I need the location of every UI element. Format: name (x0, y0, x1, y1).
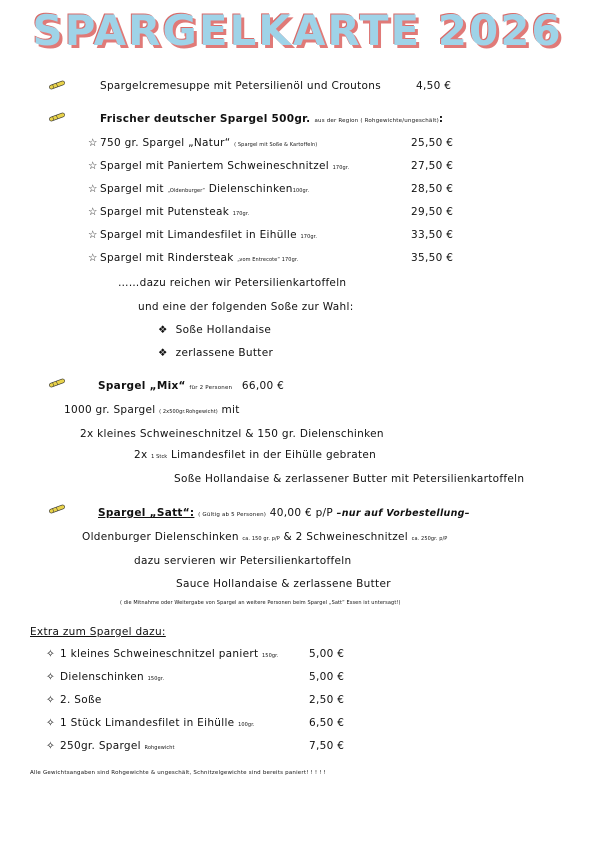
satt-line-3: Sauce Hollandaise & zerlassene Butter (176, 578, 391, 590)
footer-note: Alle Gewichtsangaben sind Rohgewichte & ungeschält, Schnitzelgewichte sind bereits paniert! ! ! ! ! (30, 770, 327, 776)
star-icon: ☆ (88, 183, 98, 195)
extra-item: ✧ 250gr. Spargel Rohgewicht (46, 740, 175, 752)
extra-item-price: 2,50 € (309, 694, 345, 706)
satt-line-1: Oldenburger Dielenschinken ca. 150 gr. p/P & 2 Schweineschnitzel ca. 250gr. p/P (82, 531, 448, 543)
sparkle-icon: ✧ (46, 717, 56, 729)
sparkle-icon: ✧ (46, 694, 56, 706)
fresh-item-price: 29,50 € (411, 206, 454, 218)
extra-item: ✧ Dielenschinken 150gr. (46, 671, 165, 683)
star-icon: ☆ (88, 137, 98, 149)
fresh-item-price: 27,50 € (411, 160, 454, 172)
fresh-item-price: 35,50 € (411, 252, 454, 264)
extra-item: ✧ 2. Soße (46, 694, 102, 706)
satt-heading: Spargel „Satt“: ( Gültig ab 5 Personen) 40,00 € p/P –nur auf Vorbestellung– (98, 507, 470, 519)
side-line-1: ……dazu reichen wir Petersilienkartoffeln (118, 277, 347, 289)
sparkle-icon: ✧ (46, 671, 56, 683)
diamond-icon: ❖ (158, 347, 168, 359)
fresh-item: ☆ Spargel mit Rindersteak „vom Entrecote“ 170gr. (88, 252, 299, 264)
star-icon: ☆ (88, 206, 98, 218)
asparagus-bundle-icon (48, 80, 66, 90)
asparagus-bundle-icon (48, 378, 66, 388)
extra-item-price: 5,00 € (309, 671, 345, 683)
extra-item-price: 7,50 € (309, 740, 345, 752)
side-line-2: und eine der folgenden Soße zur Wahl: (138, 301, 354, 313)
fresh-item: ☆ Spargel mit Paniertem Schweineschnitzel 170gr. (88, 160, 350, 172)
soup-price: 4,50 € (416, 80, 452, 92)
soup-label: Spargelcremesuppe mit Petersilienöl und Croutons (100, 80, 382, 92)
mix-line-4: Soße Hollandaise & zerlassener Butter mit Petersilienkartoffeln (174, 473, 525, 485)
page-title: SPARGELKARTE 2026 (32, 6, 563, 55)
sparkle-icon: ✧ (46, 648, 56, 660)
side-option: ❖ Soße Hollandaise (158, 324, 272, 336)
side-option: ❖ zerlassene Butter (158, 347, 274, 359)
sparkle-icon: ✧ (46, 740, 56, 752)
extra-heading: Extra zum Spargel dazu: (30, 626, 166, 638)
fresh-item-price: 28,50 € (411, 183, 454, 195)
fresh-item: ☆ 750 gr. Spargel „Natur“ ( Spargel mit Soße & Kartoffeln) (88, 137, 318, 149)
fresh-item-price: 25,50 € (411, 137, 454, 149)
satt-line-2: dazu servieren wir Petersilienkartoffeln (134, 555, 352, 567)
fresh-item: ☆ Spargel mit Putensteak 170gr. (88, 206, 250, 218)
fresh-item: ☆ Spargel mit „Oldenburger“ Dielenschinken100gr. (88, 183, 310, 195)
extra-item-price: 5,00 € (309, 648, 345, 660)
diamond-icon: ❖ (158, 324, 168, 336)
extra-item-price: 6,50 € (309, 717, 345, 729)
extra-item: ✧ 1 kleines Schweineschnitzel paniert 150gr. (46, 648, 279, 660)
star-icon: ☆ (88, 252, 98, 264)
asparagus-bundle-icon (48, 112, 66, 122)
mix-line-3: 2x 1 Stck Limandesfilet in der Eihülle gebraten (134, 449, 377, 461)
mix-line-2: 2x kleines Schweineschnitzel & 150 gr. Dielenschinken (80, 428, 384, 440)
satt-line-4: ( die Mitnahme oder Weitergabe von Spargel an weitere Personen beim Spargel „Satt“ Essen ist untersagt!) (120, 600, 401, 606)
fresh-item: ☆ Spargel mit Limandesfilet in Eihülle 170gr. (88, 229, 318, 241)
mix-heading: Spargel „Mix“ für 2 Personen 66,00 € (98, 380, 285, 392)
fresh-item-price: 33,50 € (411, 229, 454, 241)
extra-item: ✧ 1 Stück Limandesfilet in Eihülle 100gr. (46, 717, 255, 729)
asparagus-bundle-icon (48, 504, 66, 514)
fresh-heading: Frischer deutscher Spargel 500gr. aus der Region ( Rohgewichte/ungeschält): (100, 113, 444, 125)
mix-line-1: 1000 gr. Spargel ( 2x500gr.Rohgewicht) mit (64, 404, 240, 416)
star-icon: ☆ (88, 229, 98, 241)
star-icon: ☆ (88, 160, 98, 172)
